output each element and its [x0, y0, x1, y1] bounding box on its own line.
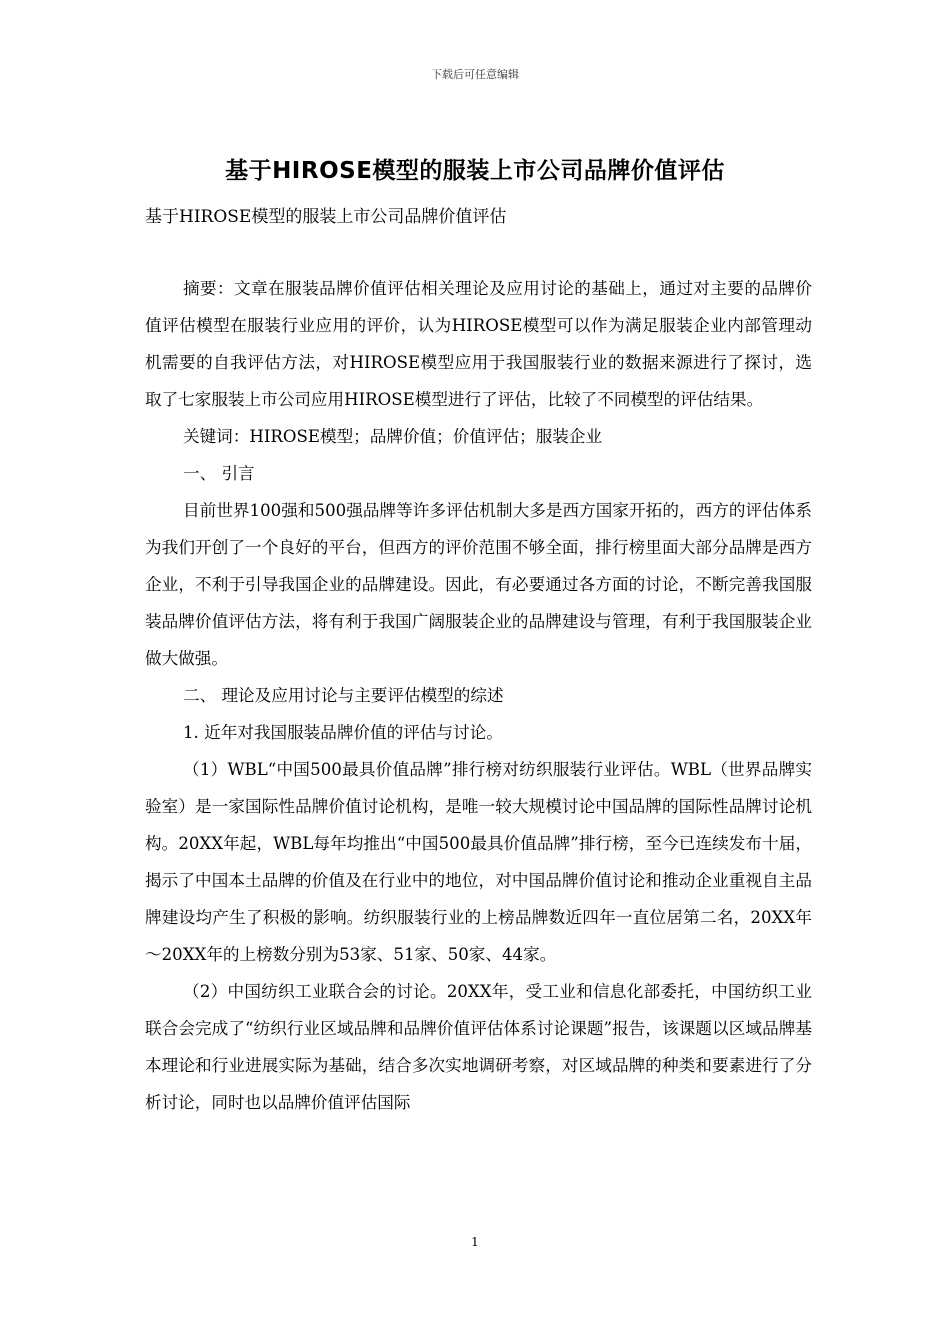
abstract-paragraph: 摘要：文章在服装品牌价值评估相关理论及应用讨论的基础上，通过对主要的品牌价值评估模型在服装行业应用的评价，认为HIROSE模型可以作为满足服装企业内部管理动机需要的自我评估方法，对HIROSE模型应用于我国服装行业的数据来源进行了探讨，选取了七家服装上市公司应用HIROSE模型进行了评估，比较了不同模型的评估结果。 — [145, 279, 812, 409]
document-title: 基于HIROSE模型的服装上市公司品牌价值评估 — [225, 158, 725, 184]
page-number: 1 — [471, 1235, 479, 1249]
header-note: 下载后可任意编辑 — [431, 68, 519, 81]
keywords-paragraph: 关键词：HIROSE模型；品牌价值；价值评估；服装企业 — [183, 427, 603, 446]
section-heading-review: 二、 理论及应用讨论与主要评估模型的综述 — [183, 686, 504, 705]
textile-federation-paragraph: （2）中国纺织工业联合会的讨论。20XX年，受工业和信息化部委托，中国纺织工业联合会完成了“纺织行业区域品牌和品牌价值评估体系讨论课题”报告，该课题以区域品牌基本理论和行业进展实际为基础，结合多次实地调研考察，对区域品牌的种类和要素进行了分析讨论，同时也以品牌价值评估国际 — [145, 982, 812, 1112]
document-subtitle: 基于HIROSE模型的服装上市公司品牌价值评估 — [145, 207, 507, 227]
section-heading-introduction: 一、 引言 — [183, 464, 255, 483]
document-body — [145, 270, 812, 1121]
subsection-heading: 1. 近年对我国服装品牌价值的评估与讨论。 — [183, 723, 503, 742]
introduction-paragraph: 目前世界100强和500强品牌等许多评估机制大多是西方国家开拓的，西方的评估体系为我们开创了一个良好的平台，但西方的评价范围不够全面，排行榜里面大部分品牌是西方企业，不利于引导我国企业的品牌建设。因此，有必要通过各方面的讨论，不断完善我国服装品牌价值评估方法，将有利于我国广阔服装企业的品牌建设与管理，有利于我国服装企业做大做强。 — [145, 501, 812, 668]
wbl-paragraph: （1）WBL“中国500最具价值品牌”排行榜对纺织服装行业评估。WBL（世界品牌实验室）是一家国际性品牌价值讨论机构，是唯一较大规模讨论中国品牌的国际性品牌讨论机构。20XX年起，WBL每年均推出“中国500最具价值品牌”排行榜，至今已连续发布十届，揭示了中国本土品牌的价值及在行业中的地位，对中国品牌价值讨论和推动企业重视自主品牌建设均产生了积极的影响。纺织服装行业的上榜品牌数近四年一直位居第二名，20XX年～20XX年的上榜数分别为53家、51家、50家、44家。 — [145, 760, 812, 964]
